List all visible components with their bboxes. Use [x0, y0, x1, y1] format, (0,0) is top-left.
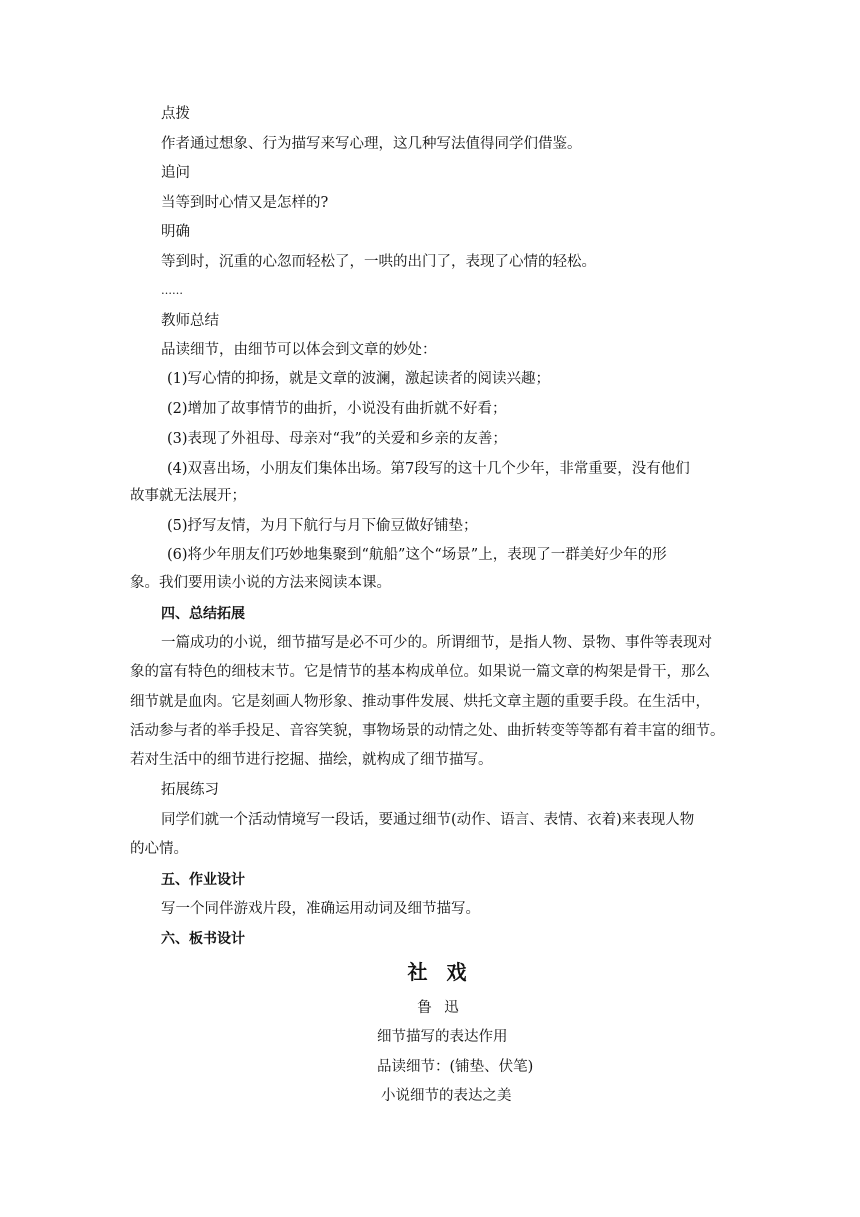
list-item: (3)表现了外祖母、母亲对“我”的关爱和乡亲的友善；: [167, 431, 507, 447]
paragraph-line: 活动参与者的举手投足、音容笑貌，事物场景的动情之处、曲折转变等等都有着丰富的细节。: [130, 723, 725, 739]
section-heading-4: 四、总结拓展: [161, 606, 245, 622]
list-item-continued: 故事就无法展开；: [130, 488, 246, 504]
board-title: 社 戏: [407, 960, 473, 984]
section-heading-6: 六、板书设计: [161, 931, 245, 947]
list-item: (5)抒写友情，为月下航行与月下偷豆做好铺垫；: [167, 518, 478, 534]
board-line: 细节描写的表达作用: [377, 1029, 508, 1045]
ellipsis: ……: [161, 284, 183, 297]
board-line: 小说细节的表达之美: [381, 1088, 512, 1104]
paragraph-line: 品读细节，由细节可以体会到文章的妙处：: [161, 342, 437, 358]
board-author: 鲁 迅: [417, 1000, 463, 1016]
label-extension-practice: 拓展练习: [161, 782, 219, 798]
list-item: (4)双喜出场，小朋友们集体出场。第7段写的这十几个少年，非常重要，没有他们: [167, 461, 690, 477]
section-heading-5: 五、作业设计: [161, 872, 245, 888]
paragraph-line: 一篇成功的小说，细节描写是必不可少的。所谓细节，是指人物、景物、事件等表现对: [161, 635, 712, 651]
label-teacher-summary: 教师总结: [161, 313, 219, 329]
paragraph-line: 等到时，沉重的心忽而轻松了，一哄的出门了，表现了心情的轻松。: [161, 254, 596, 270]
paragraph-line: 写一个同伴游戏片段，准确运用动词及细节描写。: [161, 901, 480, 917]
list-item: (6)将少年朋友们巧妙地集聚到“航船”这个“场景”上，表现了一群美好少年的形: [167, 547, 667, 563]
paragraph-line: 同学们就一个活动情境写一段话，要通过细节(动作、语言、表情、衣着)来表现人物: [161, 812, 695, 828]
paragraph-line: 若对生活中的细节进行挖掘、描绘，就构成了细节描写。: [130, 752, 493, 768]
board-line: 品读细节：(铺垫、伏笔): [377, 1059, 534, 1075]
list-item-continued: 象。我们要用读小说的方法来阅读本课。: [130, 575, 391, 591]
paragraph-line: 当等到时心情又是怎样的?: [161, 195, 329, 211]
list-item: (2)增加了故事情节的曲折，小说没有曲折就不好看；: [167, 401, 507, 417]
paragraph-line: 的心情。: [130, 841, 188, 857]
paragraph-line: 象的富有特色的细枝末节。它是情节的基本构成单位。如果说一篇文章的构架是骨干，那么: [130, 664, 710, 680]
label-zhuiwen: 追问: [161, 165, 190, 181]
paragraph-line: 细节就是血肉。它是刻画人物形象、推动事件发展、烘托文章主题的重要手段。在生活中，: [130, 694, 710, 710]
label-dianbo: 点拨: [161, 106, 190, 122]
list-item: (1)写心情的抑扬，就是文章的波澜，激起读者的阅读兴趣；: [167, 371, 551, 387]
paragraph-line: 作者通过想象、行为描写来写心理，这几种写法值得同学们借鉴。: [161, 136, 582, 152]
label-mingque: 明确: [161, 224, 190, 240]
